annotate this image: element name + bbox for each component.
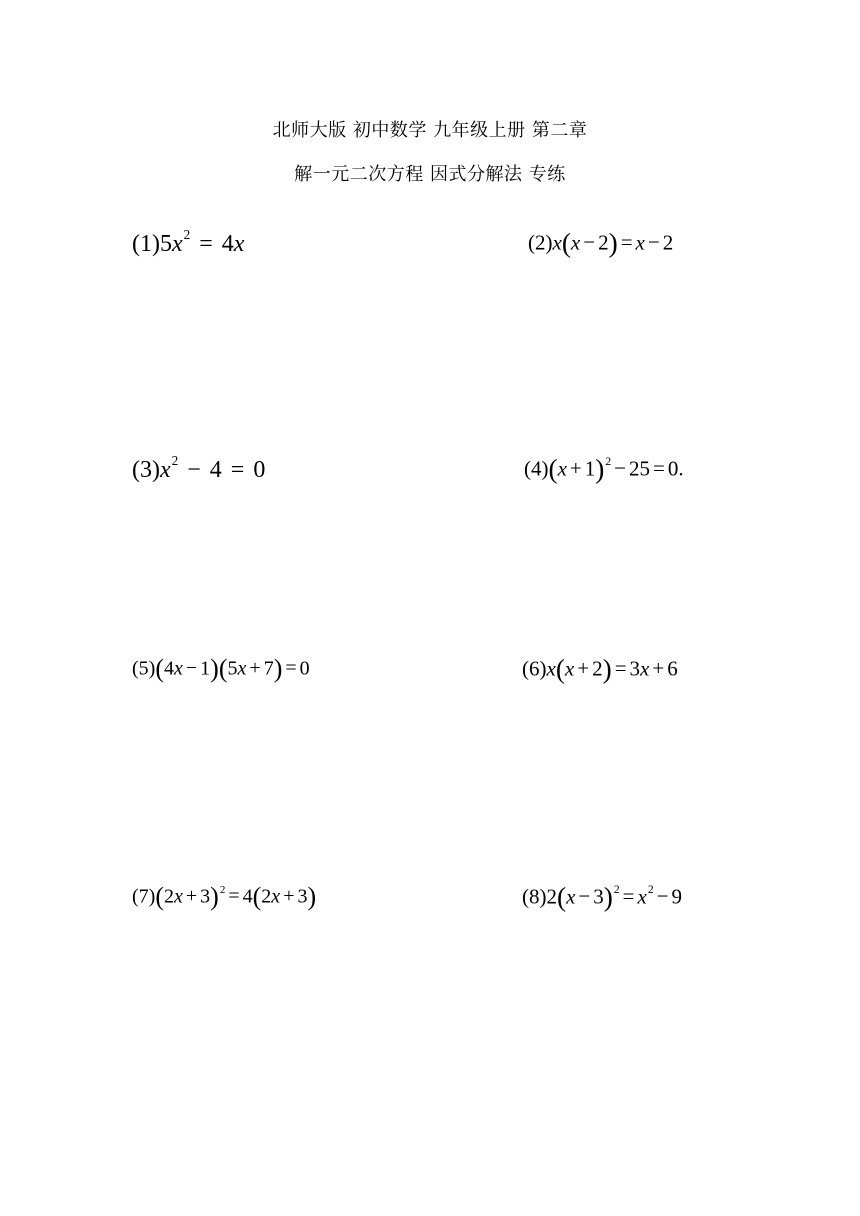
problem-5: (5)(4x − 1)(5x + 7) = 0 <box>132 654 310 683</box>
problem-label: (4) <box>524 456 549 481</box>
problem-label: (5) <box>132 657 156 680</box>
worksheet-subtitle: 解一元二次方程 因式分解法 专练 <box>294 164 566 185</box>
worksheet-title: 北师大版 初中数学 九年级上册 第二章 <box>272 120 588 141</box>
problem-label: (6) <box>522 656 547 681</box>
problem-6: (6)x(x + 2) = 3x + 6 <box>522 654 678 684</box>
problem-8: $(8)2(x - 3)^2 = x^2 - 9$ <box>522 882 682 912</box>
problem-3: $(3)x^2 - 4 = 0$ <box>132 453 266 483</box>
problem-2: (2)x(x − 2) = x − 2 <box>528 228 674 258</box>
problem-7: $(7)(2x + 3)^2 = 4(2x + 3)$ <box>132 882 317 911</box>
problem-4: $(4)(x + 1)^2 - 25 = 0$. <box>524 454 684 484</box>
problem-label: (1) <box>132 230 160 257</box>
problem-1: $(1)5x^2 = 4x$ <box>132 227 245 257</box>
problem-label: (7) <box>132 885 156 908</box>
problem-label: (8) <box>522 884 547 909</box>
problem-label: (3) <box>132 456 160 483</box>
problem-label: (2) <box>528 230 553 255</box>
